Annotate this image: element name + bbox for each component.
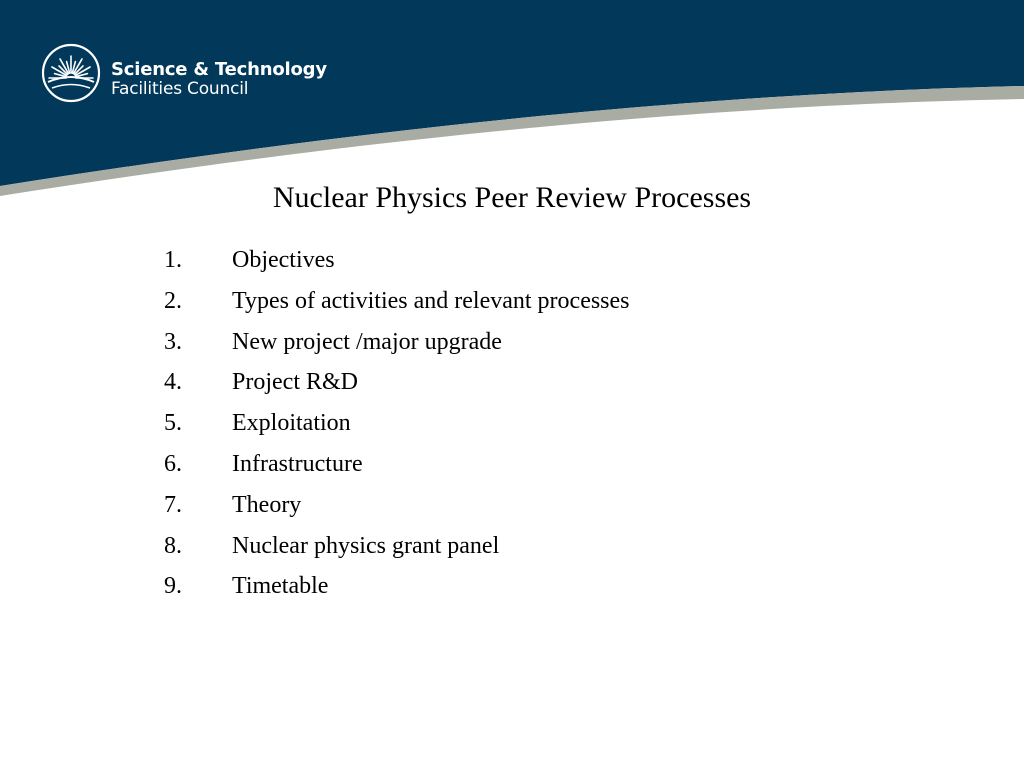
sunburst-emblem-icon <box>40 42 102 104</box>
agenda-item <box>164 410 630 451</box>
agenda-item <box>164 451 630 492</box>
agenda-item-number: 1. <box>164 247 182 273</box>
agenda-item-number: 7. <box>164 491 182 518</box>
agenda-item-text: Types of activities and relevant processes <box>232 287 630 314</box>
org-name-line2: Facilities Council <box>111 79 249 100</box>
agenda-item-number: 6. <box>164 450 182 477</box>
agenda-item-text: Infrastructure <box>232 450 363 477</box>
agenda-item <box>164 573 630 614</box>
agenda-item-number: 5. <box>164 410 182 437</box>
agenda-item <box>164 329 630 370</box>
org-logo-text <box>111 60 327 99</box>
agenda-item-number: 3. <box>164 328 182 355</box>
agenda-item <box>164 247 630 288</box>
agenda-item-text: Nuclear physics grant panel <box>232 532 500 559</box>
agenda-list <box>164 247 630 614</box>
agenda-item <box>164 288 630 329</box>
agenda-item <box>164 369 630 410</box>
agenda-item-text: Project R&D <box>232 369 358 396</box>
agenda-item <box>164 492 630 533</box>
header-banner <box>0 0 1024 200</box>
agenda-item-text: Objectives <box>232 247 335 273</box>
slide-title: Nuclear Physics Peer Review Processes <box>272 181 752 214</box>
agenda-item-number: 9. <box>164 573 182 600</box>
agenda-item-number: 4. <box>164 369 182 396</box>
agenda-item-number: 2. <box>164 287 182 314</box>
agenda-item-text: Exploitation <box>232 410 351 437</box>
agenda-item <box>164 533 630 574</box>
agenda-item-text: New project /major upgrade <box>232 328 502 355</box>
agenda-item-text: Timetable <box>232 573 329 600</box>
org-name-line1: Science & Technology <box>111 59 327 80</box>
agenda-item-text: Theory <box>232 491 302 518</box>
agenda-item-number: 8. <box>164 532 182 559</box>
